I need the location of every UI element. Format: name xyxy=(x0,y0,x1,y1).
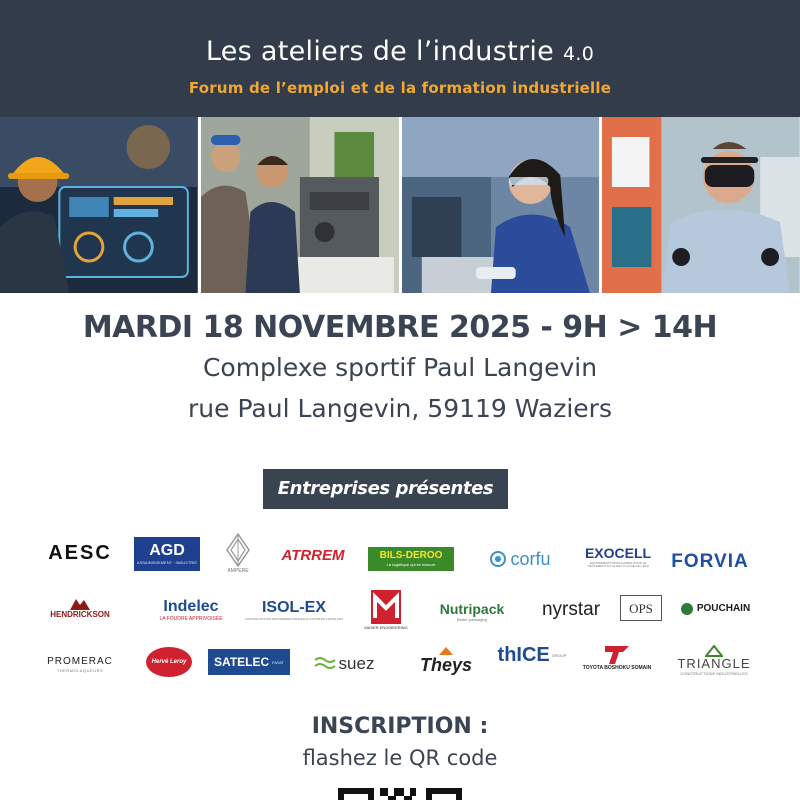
globe-logo-icon xyxy=(340,0,460,22)
logo-thice-sub: GROUP xyxy=(551,653,567,658)
logo-promerac-text: PROMERAC xyxy=(47,656,113,667)
logo-bils-deroo-sub: La logistique qui se mesure xyxy=(386,562,436,567)
logo-corfu xyxy=(476,547,564,571)
event-venue: Complexe sportif Paul Langevin xyxy=(202,353,598,382)
logo-bils-deroo xyxy=(368,547,454,571)
registration-label: INSCRIPTION : xyxy=(311,714,489,739)
logo-suez xyxy=(304,651,384,675)
event-date-time: MARDI 18 NOVEMBRE 2025 - 9H > 14H xyxy=(82,310,718,345)
logo-exocell xyxy=(582,539,654,575)
logo-toyota-boshoku xyxy=(574,637,660,677)
logo-satelec-sub: FAYAT xyxy=(272,660,284,665)
logo-triangle xyxy=(670,643,758,677)
logo-indelec-text: Indelec xyxy=(163,597,219,615)
logo-isol-ex xyxy=(244,595,344,625)
logo-nutripack-sub: Better packaging xyxy=(456,617,488,622)
logo-satelec xyxy=(208,649,290,675)
logo-agd-sub: ASSAINISSEMENT · INDUSTRIE xyxy=(136,560,198,565)
maser-m-icon xyxy=(371,590,401,624)
logo-atrrem xyxy=(274,543,352,567)
corfu-circle-icon xyxy=(489,550,507,568)
logo-herve-leroy xyxy=(146,647,192,677)
companies-heading-badge: Entreprises présentes xyxy=(263,469,508,509)
logo-ampere xyxy=(218,525,258,581)
triangle-icon xyxy=(705,645,723,657)
logo-aesc xyxy=(40,541,120,565)
logo-maser-sub: MASER ENGINEERING xyxy=(364,625,408,630)
logo-nutripack-text: Nutripack xyxy=(439,601,505,617)
logo-thice xyxy=(496,633,568,677)
page-subtitle: Forum de l’emploi et de la formation industrielle xyxy=(188,79,612,97)
logo-theys xyxy=(408,643,484,677)
logo-triangle-sub: CONSTRUCTIONS INDUSTRIELLES xyxy=(680,670,748,676)
title-version: 4.0 xyxy=(562,43,595,65)
logo-pouchain-text: POUCHAIN xyxy=(696,603,751,614)
logo-nutripack xyxy=(430,599,514,625)
logo-suez-text: suez xyxy=(338,653,375,673)
logo-indelec xyxy=(150,595,232,625)
logo-aesc-text: AESC xyxy=(48,542,112,564)
logo-pouchain xyxy=(672,599,758,619)
logo-agd-text: AGD xyxy=(149,542,185,559)
logo-toyota-boshoku-text: TOYOTA BOSHOKU SOMAIN xyxy=(582,664,652,671)
logo-ops-text: OPS xyxy=(629,600,653,616)
photo-strip xyxy=(0,117,800,293)
page-title xyxy=(0,36,800,67)
photo-vr-man xyxy=(602,117,800,293)
logo-hendrickson-text: HENDRICKSON xyxy=(50,610,110,619)
header-banner xyxy=(0,0,800,117)
logo-herve-leroy-text: Hervé Leroy xyxy=(151,659,187,665)
logo-ampere-sub: AMPERE xyxy=(227,567,249,574)
logo-bils-deroo-text: BILS-DEROO xyxy=(379,550,443,561)
ampere-diamond-icon xyxy=(226,533,250,567)
photo-lab-woman xyxy=(402,117,600,293)
logo-triangle-text: TRIANGLE xyxy=(677,655,751,671)
registration-instruction: flashez le QR code xyxy=(302,746,498,770)
logo-promerac-sub: THERMOLAQUEURS xyxy=(56,668,104,673)
event-address: rue Paul Langevin, 59119 Waziers xyxy=(188,394,612,423)
logo-hendrickson xyxy=(38,593,122,623)
logo-exocell-text: EXOCELL xyxy=(584,545,652,561)
logo-forvia xyxy=(662,549,758,573)
logo-isol-ex-sub: CONSTRUCTIONS ISOTHERMES PANNEAUX & PORTES COUPE-FEU xyxy=(244,616,344,621)
photo-technician xyxy=(0,117,198,293)
logo-exocell-sub: ÉQUIPEMENTS MODULAIRES POUR LE TRAITEMENT ET LE RECYCLAGE DE L’EAU xyxy=(587,561,649,568)
photo-students-engine xyxy=(201,117,399,293)
logo-promerac xyxy=(38,653,122,677)
logo-satelec-text: SATELEC xyxy=(214,655,270,669)
hendrickson-figure-icon xyxy=(68,597,92,611)
logo-thice-text: thICE xyxy=(497,644,550,666)
toyota-boshoku-tb-icon xyxy=(603,644,631,666)
title-text: Les ateliers de l’industrie xyxy=(205,36,555,67)
logo-forvia-text: FORVIA xyxy=(671,550,749,572)
logo-agd xyxy=(134,537,200,571)
logo-theys-text: Theys xyxy=(419,655,473,675)
pouchain-circle-icon xyxy=(680,602,694,616)
logo-ops xyxy=(620,595,662,621)
logo-atrrem-text: ATRREM xyxy=(281,546,345,564)
logo-nyrstar xyxy=(534,595,608,623)
suez-waves-icon xyxy=(314,656,336,670)
logo-isol-ex-text: ISOL-EX xyxy=(261,598,326,616)
qr-code-icon[interactable] xyxy=(338,788,462,800)
logo-nyrstar-text: nyrstar xyxy=(541,598,601,620)
logo-corfu-text: corfu xyxy=(510,549,551,569)
logo-indelec-sub: LA FOUDRE APPRIVOISÉE xyxy=(159,615,223,622)
logo-maser xyxy=(352,587,420,633)
